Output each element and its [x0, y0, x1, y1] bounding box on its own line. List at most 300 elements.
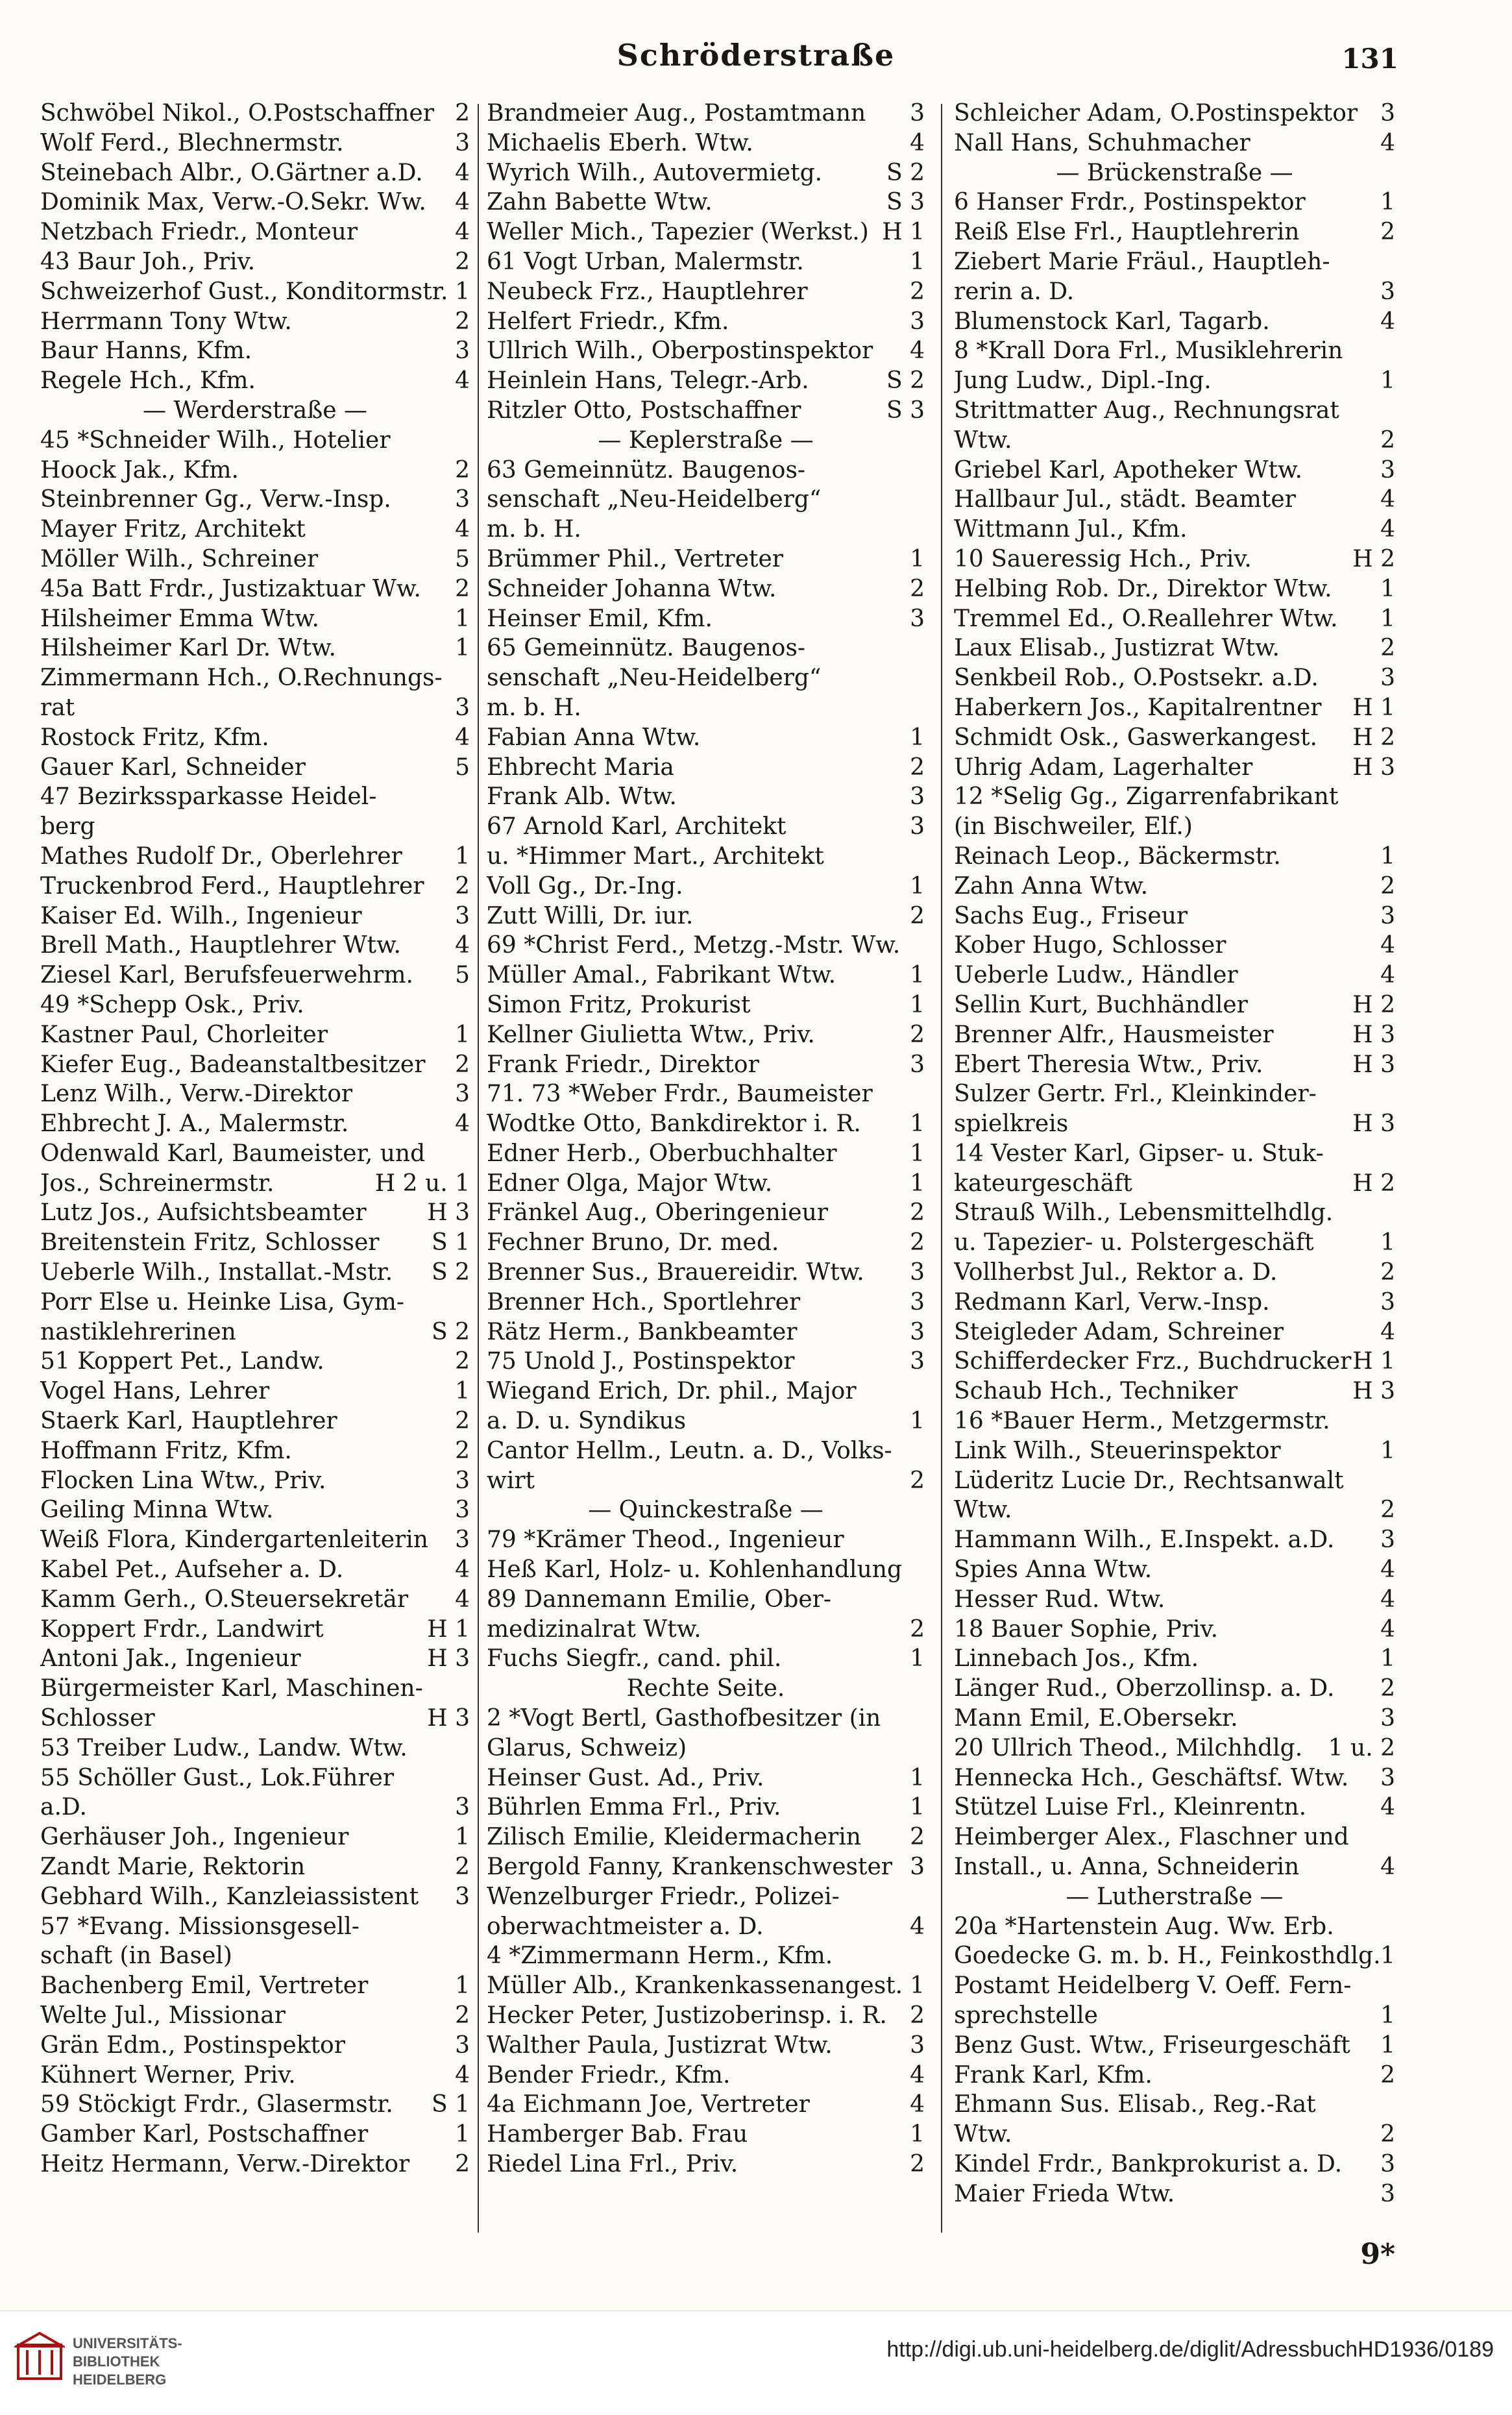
entry-floor: 2	[455, 308, 470, 335]
entry-floor: 2	[910, 2002, 925, 2029]
entry-text: Nall Hans, Schuhmacher	[954, 129, 1250, 156]
entry-text: Lüderitz Lucie Dr., Rechtsanwalt	[954, 1467, 1344, 1494]
entry-floor: S 2	[431, 1318, 470, 1345]
entry-text: Brell Math., Hauptlehrer Wtw.	[40, 932, 401, 959]
entry-text: Sulzer Gertr. Frl., Kleinkinder-	[954, 1081, 1317, 1108]
entry-floor: 4	[455, 219, 470, 246]
entry-text: Link Wilh., Steuerinspektor	[954, 1437, 1281, 1464]
entry-text: Breitenstein Fritz, Schlosser	[40, 1229, 380, 1257]
directory-entry	[487, 1466, 925, 1496]
entry-text: Sellin Kurt, Buchhändler	[954, 991, 1248, 1018]
entry-text: Tremmel Ed., O.Reallehrer Wtw.	[954, 605, 1338, 632]
entry-text: Heimberger Alex., Flaschner und	[954, 1824, 1349, 1851]
directory-entry	[487, 1288, 925, 1318]
entry-floor: 1	[1380, 575, 1395, 602]
entry-text: Länger Rud., Oberzollinsp. a. D.	[954, 1675, 1335, 1702]
entry-text: 55 Schöller Gust., Lok.Führer	[40, 1764, 395, 1791]
entry-floor: 2	[910, 2150, 925, 2177]
directory-entry	[40, 663, 470, 693]
column-1	[40, 99, 470, 2234]
entry-text: 45a Batt Frdr., Justizaktuar Ww.	[40, 575, 421, 602]
entry-text: Jos., Schreinermstr.	[40, 1170, 274, 1197]
directory-entry	[954, 1912, 1395, 1942]
entry-floor: 3	[1380, 902, 1395, 929]
street-heading	[40, 396, 470, 426]
directory-entry	[487, 1852, 925, 1882]
directory-entry	[487, 1793, 925, 1822]
directory-entry	[487, 515, 925, 545]
directory-entry	[487, 307, 925, 337]
entry-text: Vollherbst Jul., Rektor a. D.	[954, 1259, 1278, 1286]
entry-text: — Brückenstraße —	[1056, 159, 1293, 186]
directory-entry	[954, 336, 1395, 366]
entry-text: Hennecka Hch., Geschäftsf. Wtw.	[954, 1764, 1349, 1791]
signature-mark: 9*	[1360, 2238, 1395, 2271]
directory-entry	[954, 1674, 1395, 1704]
entry-text: m. b. H.	[487, 694, 581, 721]
entry-floor: 4	[1380, 486, 1395, 513]
entry-text: Netzbach Friedr., Monteur	[40, 219, 358, 246]
entry-text: Ritzler Otto, Postschaffner	[487, 397, 801, 424]
entry-floor: 2	[910, 575, 925, 602]
entry-text: Staerk Karl, Hauptlehrer	[40, 1408, 337, 1435]
directory-entry	[40, 1793, 470, 1822]
directory-entry	[954, 1644, 1395, 1674]
directory-entry	[487, 2090, 925, 2120]
entry-floor: 3	[1380, 1288, 1395, 1316]
entry-text: Helfert Friedr., Kfm.	[487, 308, 729, 335]
directory-entry	[954, 129, 1395, 158]
directory-entry	[40, 1318, 470, 1347]
directory-entry	[954, 574, 1395, 604]
entry-floor: 2	[455, 1348, 470, 1375]
directory-entry	[954, 2179, 1395, 2209]
directory-entry	[40, 1288, 470, 1318]
entry-floor: 3	[455, 1526, 470, 1554]
directory-entry	[40, 1109, 470, 1139]
entry-floor: 3	[910, 783, 925, 811]
entry-text: Odenwald Karl, Baumeister, und	[40, 1140, 426, 1167]
directory-entry	[954, 1852, 1395, 1882]
entry-text: Brenner Alfr., Hausmeister	[954, 1021, 1274, 1048]
entry-floor: 4	[455, 2061, 470, 2089]
directory-entry	[487, 366, 925, 396]
entry-text: Vogel Hans, Lehrer	[40, 1378, 270, 1405]
entry-text: Wodtke Otto, Bankdirektor i. R.	[487, 1110, 861, 1138]
directory-entry	[954, 753, 1395, 783]
entry-floor: 2	[455, 1051, 470, 1078]
entry-text: 18 Bauer Sophie, Priv.	[954, 1615, 1219, 1643]
entry-floor: 4	[455, 1586, 470, 1613]
entry-floor: 2	[455, 872, 470, 900]
directory-entry	[954, 872, 1395, 901]
entry-floor: 2	[910, 902, 925, 929]
entry-text: Uhrig Adam, Lagerhalter	[954, 754, 1253, 781]
entry-text: Hammann Wilh., E.Inspekt. a.D.	[954, 1526, 1335, 1554]
directory-entry	[954, 366, 1395, 396]
directory-entry	[954, 693, 1395, 723]
entry-floor: 3	[455, 2031, 470, 2059]
entry-floor: 1	[910, 1794, 925, 1821]
entry-floor: 4	[1380, 1615, 1395, 1643]
entry-floor: 4	[910, 2091, 925, 2118]
directory-entry	[954, 1585, 1395, 1615]
entry-text: oberwachtmeister a. D.	[487, 1913, 764, 1940]
directory-entry	[40, 842, 470, 872]
entry-text: Gerhäuser Joh., Ingenieur	[40, 1824, 349, 1851]
entry-text: Laux Elisab., Justizrat Wtw.	[954, 635, 1280, 662]
directory-entry	[40, 426, 470, 456]
directory-entry	[40, 456, 470, 485]
entry-floor: 1	[455, 1972, 470, 2000]
directory-entry	[40, 307, 470, 337]
entry-floor: 2	[910, 1615, 925, 1643]
entry-floor: 1	[910, 1170, 925, 1197]
directory-entry	[40, 990, 470, 1020]
directory-entry	[40, 931, 470, 961]
directory-entry	[954, 1169, 1395, 1199]
directory-entry	[954, 188, 1395, 217]
entry-text: Voll Gg., Dr.-Ing.	[487, 872, 683, 900]
directory-entry	[487, 633, 925, 663]
entry-floor: 3	[1380, 665, 1395, 692]
entry-text: Weller Mich., Tapezier (Werkst.)	[487, 219, 869, 246]
directory-entry	[40, 782, 470, 812]
directory-entry	[954, 1288, 1395, 1318]
entry-text: 57 *Evang. Missionsgesell-	[40, 1913, 360, 1940]
entry-text: Heinlein Hans, Telegr.-Arb.	[487, 367, 809, 395]
entry-text: Möller Wilh., Schreiner	[40, 545, 319, 572]
entry-text: — Werderstraße —	[143, 397, 367, 424]
directory-entry	[40, 1198, 470, 1228]
entry-floor: 3	[910, 100, 925, 127]
directory-entry	[40, 1941, 470, 1971]
entry-floor: 4	[1380, 516, 1395, 543]
entry-text: 69 *Christ Ferd., Metzg.-Mstr. Ww.	[487, 932, 901, 959]
entry-floor: 1	[1380, 605, 1395, 632]
directory-entry	[40, 604, 470, 634]
entry-floor: S 3	[886, 189, 925, 216]
directory-entry	[40, 812, 470, 842]
entry-text: 6 Hanser Frdr., Postinspektor	[954, 189, 1306, 216]
entry-text: Wtw.	[954, 426, 1012, 454]
directory-entry	[40, 545, 470, 574]
entry-floor: 3	[910, 1854, 925, 1881]
directory-entry	[487, 1347, 925, 1377]
directory-entry	[40, 188, 470, 217]
directory-entry	[954, 1822, 1395, 1852]
entry-floor: 1	[1380, 1943, 1395, 1970]
entry-floor: 2	[1380, 1259, 1395, 1286]
entry-text: Weiß Flora, Kindergartenleiterin	[40, 1526, 428, 1554]
entry-text: berg	[40, 813, 95, 840]
entry-floor: H 1	[1352, 694, 1395, 721]
entry-floor: 3	[1380, 1764, 1395, 1791]
entry-floor: 1	[910, 545, 925, 572]
entry-floor: 4	[1380, 932, 1395, 959]
directory-entry	[954, 1734, 1395, 1763]
source-url-link[interactable]: http://digi.ub.uni-heidelberg.de/diglit/AdressbuchHD1936/0189	[886, 2337, 1494, 2362]
entry-floor: H 3	[1352, 754, 1395, 781]
directory-entry	[954, 990, 1395, 1020]
directory-entry	[954, 1555, 1395, 1585]
entry-text: Wiegand Erich, Dr. phil., Major	[487, 1378, 857, 1405]
entry-floor: 2	[1380, 1675, 1395, 1702]
directory-entry	[40, 1763, 470, 1793]
directory-entry	[487, 2001, 925, 2031]
entry-floor: 2	[910, 1229, 925, 1257]
entry-text: Sachs Eug., Friseur	[954, 902, 1188, 929]
entry-text: Kober Hugo, Schlosser	[954, 932, 1226, 959]
entry-floor: 1	[1380, 367, 1395, 395]
directory-entry	[954, 99, 1395, 129]
entry-floor: 2	[455, 1408, 470, 1435]
entry-text: Glarus, Schweiz)	[487, 1734, 687, 1761]
entry-text: Lenz Wilh., Verw.-Direktor	[40, 1081, 353, 1108]
directory-entry	[487, 1169, 925, 1199]
entry-text: Steinebach Albr., O.Gärtner a.D.	[40, 159, 423, 186]
entry-floor: 3	[455, 694, 470, 721]
entry-floor: 2	[455, 1437, 470, 1464]
directory-entry	[954, 1436, 1395, 1466]
entry-text: Gauer Karl, Schneider	[40, 754, 306, 781]
directory-entry	[487, 1198, 925, 1228]
entry-text: Schifferdecker Frz., Buchdrucker	[954, 1348, 1352, 1375]
directory-entry	[954, 1793, 1395, 1822]
entry-text: Hoock Jak., Kfm.	[40, 456, 239, 484]
entry-text: Jung Ludw., Dipl.-Ing.	[954, 367, 1212, 395]
entry-text: Heß Karl, Holz- u. Kohlenhandlung	[487, 1556, 902, 1584]
entry-text: 53 Treiber Ludw., Landw. Wtw.	[40, 1734, 408, 1761]
directory-entry	[954, 901, 1395, 931]
entry-text: Goedecke G. m. b. H., Feinkosthdlg.	[954, 1943, 1381, 1970]
entry-text: 4a Eichmann Joe, Vertreter	[487, 2091, 810, 2118]
entry-floor: 1	[910, 872, 925, 900]
entry-floor: 1	[1380, 842, 1395, 870]
entry-floor: 4	[455, 1556, 470, 1584]
directory-entry	[487, 2061, 925, 2090]
entry-text: Zimmermann Hch., O.Rechnungs-	[40, 665, 443, 692]
entry-floor: 2	[1380, 1497, 1395, 1524]
directory-entry	[40, 723, 470, 753]
entry-text: u. Tapezier- u. Polstergeschäft	[954, 1229, 1314, 1257]
directory-entry	[954, 1615, 1395, 1645]
entry-floor: 4	[1380, 1794, 1395, 1821]
entry-text: Dominik Max, Verw.-O.Sekr. Ww.	[40, 189, 426, 216]
entry-floor: 3	[910, 605, 925, 632]
entry-text: Frank Alb. Wtw.	[487, 783, 677, 811]
entry-floor: H 3	[427, 1705, 470, 1732]
entry-floor: 3	[1380, 1526, 1395, 1554]
directory-entry	[40, 1852, 470, 1882]
entry-text: Geiling Minna Wtw.	[40, 1497, 274, 1524]
entry-floor: H 2	[1352, 1170, 1395, 1197]
directory-entry	[954, 723, 1395, 753]
directory-entry	[954, 2001, 1395, 2031]
entry-text: Schaub Hch., Techniker	[954, 1378, 1238, 1405]
entry-floor: S 2	[431, 1259, 470, 1286]
directory-entry	[954, 2031, 1395, 2061]
directory-entry	[487, 1020, 925, 1050]
entry-text: Müller Alb., Krankenkassenangest.	[487, 1972, 903, 2000]
directory-entry	[487, 1971, 925, 2001]
directory-entry	[487, 1704, 925, 1734]
directory-entry	[40, 574, 470, 604]
entry-floor: H 1	[427, 1615, 470, 1643]
entry-text: Spies Anna Wtw.	[954, 1556, 1152, 1584]
directory-entry	[487, 1763, 925, 1793]
directory-entry	[40, 1585, 470, 1615]
entry-text: Kiefer Eug., Badeanstaltbesitzer	[40, 1051, 426, 1078]
entry-floor: 3	[455, 1081, 470, 1108]
directory-entry	[40, 1912, 470, 1942]
entry-floor: 4	[455, 159, 470, 186]
directory-entry	[487, 1050, 925, 1080]
entry-text: Brandmeier Aug., Postamtmann	[487, 100, 866, 127]
directory-entry	[40, 2031, 470, 2061]
entry-text: 10 Saueressig Hch., Priv.	[954, 545, 1252, 572]
directory-entry	[40, 1050, 470, 1080]
entry-floor: 2	[1380, 872, 1395, 900]
entry-floor: 1	[455, 2121, 470, 2148]
directory-entry	[487, 1436, 925, 1466]
entry-text: Steinbrenner Gg., Verw.-Insp.	[40, 486, 391, 513]
directory-entry	[487, 1109, 925, 1139]
entry-text: Strittmatter Aug., Rechnungsrat	[954, 397, 1339, 424]
entry-text: 14 Vester Karl, Gipser- u. Stuk-	[954, 1140, 1324, 1167]
entry-floor: 1	[1380, 1229, 1395, 1257]
entry-floor: 3	[1380, 2150, 1395, 2177]
entry-floor: 3	[455, 1467, 470, 1494]
directory-entry	[954, 2150, 1395, 2179]
entry-text: Wyrich Wilh., Autovermietg.	[487, 159, 823, 186]
directory-entry	[954, 1079, 1395, 1109]
entry-floor: H 1	[1352, 1348, 1395, 1375]
entry-text: Mann Emil, E.Obersekr.	[954, 1705, 1238, 1732]
directory-entry	[40, 336, 470, 366]
directory-entry	[487, 931, 925, 961]
directory-entry	[40, 158, 470, 188]
directory-entry	[954, 782, 1395, 812]
entry-floor: 3	[1380, 456, 1395, 484]
directory-entry	[487, 277, 925, 307]
entry-text: Kabel Pet., Aufseher a. D.	[40, 1556, 344, 1584]
entry-text: Schweizerhof Gust., Konditormstr.	[40, 278, 448, 305]
directory-entry	[487, 753, 925, 783]
directory-entry	[954, 545, 1395, 574]
entry-text: Brenner Hch., Sportlehrer	[487, 1288, 801, 1316]
directory-entry	[487, 812, 925, 842]
entry-floor: 2	[910, 278, 925, 305]
library-name-line: HEIDELBERG	[73, 2372, 167, 2388]
entry-text: Kamm Gerh., O.Steuersekretär	[40, 1586, 409, 1613]
entry-text: Grän Edm., Postinspektor	[40, 2031, 345, 2059]
entry-floor: 4	[1380, 1586, 1395, 1613]
directory-entry	[954, 1941, 1395, 1971]
entry-text: rat	[40, 694, 75, 721]
entry-text: rerin a. D.	[954, 278, 1075, 305]
entry-text: sprechstelle	[954, 2002, 1098, 2029]
entry-text: Linnebach Jos., Kfm.	[954, 1645, 1199, 1673]
directory-entry	[487, 1258, 925, 1288]
entry-text: Wittmann Jul., Kfm.	[954, 516, 1188, 543]
entry-text: Kühnert Werner, Priv.	[40, 2061, 296, 2089]
entry-text: Steigleder Adam, Schreiner	[954, 1318, 1284, 1345]
entry-text: Redmann Karl, Verw.-Insp.	[954, 1288, 1270, 1316]
entry-floor: 1	[910, 248, 925, 275]
entry-text: Simon Fritz, Prokurist	[487, 991, 751, 1018]
entry-text: kateurgeschäft	[954, 1170, 1132, 1197]
entry-floor: S 2	[886, 159, 925, 186]
directory-entry	[487, 247, 925, 277]
entry-floor: 4	[1380, 129, 1395, 156]
directory-entry	[40, 1971, 470, 2001]
directory-entry	[487, 2120, 925, 2150]
entry-text: Schwöbel Nikol., O.Postschaffner	[40, 100, 434, 127]
entry-text: Müller Amal., Fabrikant Wtw.	[487, 962, 836, 989]
directory-entry	[40, 1734, 470, 1763]
entry-floor: 3	[910, 1051, 925, 1078]
directory-entry	[40, 2090, 470, 2120]
entry-text: schaft (in Basel)	[40, 1943, 232, 1970]
entry-text: Stützel Luise Frl., Kleinrentn.	[954, 1794, 1307, 1821]
entry-text: Ziesel Karl, Berufsfeuerwehrm.	[40, 962, 413, 989]
directory-entry	[40, 1644, 470, 1674]
directory-entry	[40, 277, 470, 307]
entry-text: Brümmer Phil., Vertreter	[487, 545, 784, 572]
entry-floor: 2	[910, 1021, 925, 1048]
entry-floor: 1	[910, 1110, 925, 1138]
entry-text: Fuchs Siegfr., cand. phil.	[487, 1645, 782, 1673]
entry-text: 71. 73 *Weber Frdr., Baumeister	[487, 1081, 873, 1108]
entry-text: Bachenberg Emil, Vertreter	[40, 1972, 369, 2000]
entry-text: 79 *Krämer Theod., Ingenieur	[487, 1526, 844, 1554]
entry-floor: 2	[910, 1199, 925, 1227]
directory-entry	[40, 753, 470, 783]
entry-text: Koppert Frdr., Landwirt	[40, 1615, 324, 1643]
entry-floor: 2	[1380, 2121, 1395, 2148]
entry-floor: 4	[455, 516, 470, 543]
entry-text: Gamber Karl, Postschaffner	[40, 2121, 369, 2148]
directory-entry	[487, 961, 925, 990]
entry-text: 20 Ullrich Theod., Milchhdlg.	[954, 1734, 1303, 1761]
entry-text: Wtw.	[954, 1497, 1012, 1524]
entry-floor: 1	[910, 1764, 925, 1791]
entry-floor: 4	[1380, 962, 1395, 989]
directory-entry	[40, 1169, 470, 1199]
entry-text: Kastner Paul, Chorleiter	[40, 1021, 328, 1048]
directory-entry	[487, 129, 925, 158]
directory-entry	[954, 515, 1395, 545]
directory-entry	[40, 1258, 470, 1288]
directory-entry	[487, 485, 925, 515]
entry-floor: 4	[1380, 1854, 1395, 1881]
entry-text: Baur Hanns, Kfm.	[40, 337, 252, 365]
directory-entry	[487, 1318, 925, 1347]
directory-entry	[954, 456, 1395, 485]
column-3	[954, 99, 1395, 2234]
directory-entry	[40, 99, 470, 129]
entry-floor: 1	[910, 724, 925, 751]
entry-text: Wtw.	[954, 2121, 1012, 2148]
entry-floor: 3	[1380, 278, 1395, 305]
entry-text: Fränkel Aug., Oberingenieur	[487, 1199, 828, 1227]
entry-floor: 2	[455, 2150, 470, 2177]
entry-text: Hilsheimer Karl Dr. Wtw.	[40, 635, 336, 662]
entry-floor: 1	[455, 1378, 470, 1405]
entry-floor: H 3	[1352, 1378, 1395, 1405]
directory-entry	[954, 1109, 1395, 1139]
